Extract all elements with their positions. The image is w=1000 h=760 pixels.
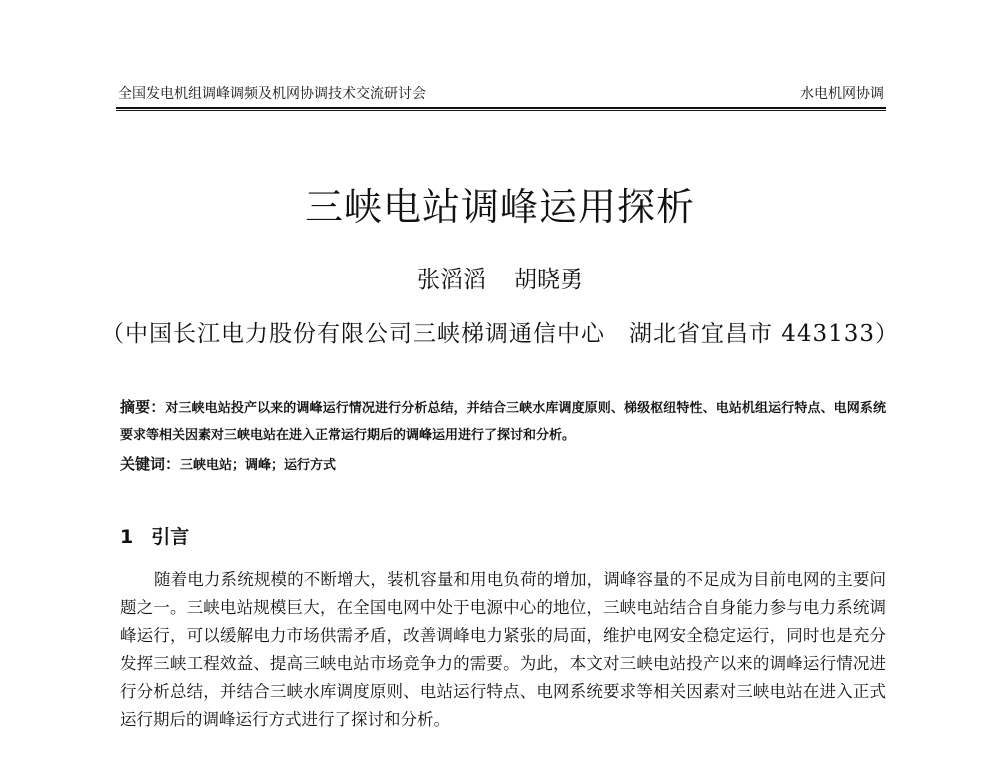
- abstract-text: 对三峡电站投产以来的调峰运行情况进行分析总结，并结合三峡水库调度原则、梯级枢纽特性、电站机组运行特点、电网系统要求等相关因素对三峡电站在进入正常运行期后的调峰运用进行了探讨和分析。: [120, 401, 886, 443]
- author-list: [0, 265, 1000, 295]
- body-paragraph: 随着电力系统规模的不断增大，装机容量和用电负荷的增加，调峰容量的不足成为目前电网的主要问题之一。三峡电站规模巨大，在全国电网中处于电源中心的地位，三峡电站结合自身能力参与电力系统调峰运行，可以缓解电力市场供需矛盾，改善调峰电力紧张的局面，维护电网安全稳定运行，同时也是充分发挥三峡工程效益、提高三峡电站市场竞争力的需要。为此，本文对三峡电站投产以来的调峰运行情况进行分析总结，并结合三峡水库调度原则、电站运行特点、电网系统要求等相关因素对三峡电站在进入正式运行期后的调峰运行方式进行了探讨和分析。: [120, 570, 886, 729]
- running-header-section: 水电机网协调: [800, 86, 884, 102]
- paper-title: 三峡电站调峰运用探析: [304, 185, 695, 229]
- author-name: 胡晓勇: [514, 267, 583, 293]
- section-number: 1: [120, 526, 134, 548]
- header-rule-thin: [116, 110, 886, 111]
- keywords-text: 三峡电站；调峰；运行方式: [180, 458, 337, 473]
- header-rule: [116, 107, 886, 109]
- running-header: [118, 83, 884, 105]
- section-heading: [120, 523, 189, 551]
- author-name: 张滔滔: [417, 267, 486, 293]
- abstract: [120, 394, 886, 449]
- running-header-conference: 全国发电机组调峰调频及机网协调技术交流研讨会: [118, 86, 426, 102]
- abstract-label: 摘要：: [120, 398, 166, 416]
- section-title: 引言: [151, 526, 190, 548]
- affiliation: （中国长江电力股份有限公司三峡梯调通信中心 湖北省宜昌市 443133）: [100, 321, 900, 347]
- keywords-label: 关键词：: [120, 455, 181, 473]
- keywords: [120, 451, 886, 479]
